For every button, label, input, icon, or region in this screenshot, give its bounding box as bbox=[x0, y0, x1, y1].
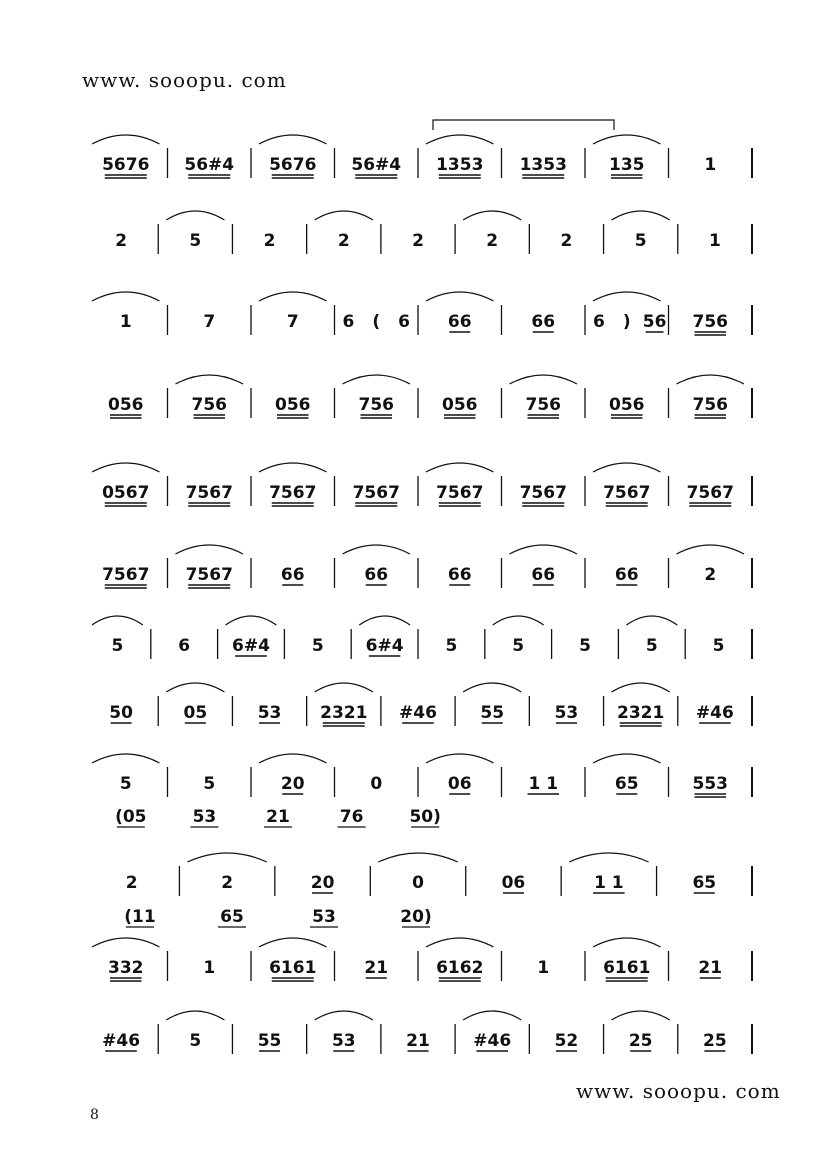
note-group: 25 bbox=[628, 1031, 653, 1051]
measure bbox=[426, 135, 502, 178]
score-system bbox=[102, 1011, 752, 1054]
lower-note-group: (11 bbox=[124, 907, 156, 927]
slur-mark bbox=[259, 463, 327, 472]
note-group: 66 bbox=[531, 565, 556, 585]
measure bbox=[92, 135, 168, 178]
slur-mark bbox=[92, 135, 160, 144]
note-group: 56#4 bbox=[184, 155, 235, 175]
note-group: 7567 bbox=[352, 483, 400, 503]
note-group: 1 bbox=[708, 231, 721, 251]
note-group: 2 bbox=[125, 873, 138, 893]
measure bbox=[426, 292, 502, 335]
note-group: 2321 bbox=[320, 703, 368, 723]
slur-mark bbox=[612, 1011, 670, 1020]
note-group: 65 bbox=[692, 873, 717, 893]
measure bbox=[92, 754, 168, 797]
slur-mark bbox=[343, 375, 411, 384]
slur-mark bbox=[259, 135, 327, 144]
measure bbox=[593, 292, 669, 335]
slur-mark bbox=[315, 683, 373, 692]
measure bbox=[406, 1024, 455, 1054]
note-group: 056 bbox=[108, 395, 144, 415]
measure bbox=[713, 629, 752, 659]
measure bbox=[184, 148, 251, 178]
note-group: ) bbox=[622, 312, 631, 332]
note-group: 5 bbox=[645, 636, 658, 656]
slur-mark bbox=[176, 545, 244, 554]
measure bbox=[92, 463, 168, 506]
measure bbox=[626, 616, 685, 659]
slur-mark bbox=[259, 938, 327, 947]
measure bbox=[176, 545, 252, 588]
measure bbox=[677, 375, 753, 418]
measure bbox=[92, 938, 168, 981]
lower-note-group: 65 bbox=[220, 907, 244, 927]
measure bbox=[612, 683, 678, 726]
measure bbox=[593, 938, 669, 981]
score-system bbox=[102, 545, 752, 588]
slur-mark bbox=[426, 135, 494, 144]
measure bbox=[351, 148, 418, 178]
measure bbox=[176, 375, 252, 418]
measure bbox=[203, 951, 251, 981]
measure bbox=[531, 305, 585, 335]
measure bbox=[612, 1011, 678, 1054]
measure bbox=[258, 696, 307, 726]
note-group: #46 bbox=[399, 703, 437, 723]
slur-mark bbox=[378, 853, 457, 862]
note-group: 66 bbox=[447, 565, 472, 585]
measure bbox=[166, 211, 232, 254]
measure bbox=[311, 866, 371, 896]
lower-note-group: 53 bbox=[312, 907, 336, 927]
measure bbox=[343, 545, 419, 588]
note-group: 21 bbox=[406, 1031, 430, 1051]
measure bbox=[102, 558, 167, 588]
measure bbox=[203, 767, 251, 797]
slur-mark bbox=[593, 463, 661, 472]
note-group: 06 bbox=[501, 873, 526, 893]
note-group: 53 bbox=[331, 1031, 356, 1051]
measure bbox=[92, 292, 168, 335]
lower-note-group: 21 bbox=[266, 807, 290, 827]
watermark-bottom: www. sooopu. com bbox=[576, 1079, 781, 1103]
measure bbox=[510, 545, 586, 588]
measure bbox=[537, 951, 585, 981]
score-system bbox=[92, 292, 752, 335]
note-group: 5 bbox=[111, 636, 124, 656]
note-group: 21 bbox=[364, 958, 389, 978]
note-group: 52 bbox=[554, 1031, 579, 1051]
measure bbox=[510, 375, 586, 418]
measure bbox=[102, 1024, 158, 1054]
note-group: 2 bbox=[704, 565, 717, 585]
measure bbox=[493, 616, 552, 659]
note-group: 6 bbox=[592, 312, 605, 332]
note-group: 56#4 bbox=[351, 155, 402, 175]
measure bbox=[109, 696, 158, 726]
note-group: 6161 bbox=[603, 958, 651, 978]
measure bbox=[569, 853, 656, 896]
slur-mark bbox=[463, 1011, 521, 1020]
measure bbox=[677, 545, 753, 588]
slur-mark bbox=[92, 292, 160, 301]
note-group: 756 bbox=[525, 395, 561, 415]
slur-mark bbox=[343, 545, 411, 554]
slur-mark bbox=[463, 211, 521, 220]
measure bbox=[426, 938, 502, 981]
note-group: 6#4 bbox=[232, 636, 270, 656]
slur-mark bbox=[463, 683, 521, 692]
note-group: 056 bbox=[609, 395, 645, 415]
measure bbox=[203, 305, 251, 335]
measure bbox=[593, 135, 669, 178]
note-group: 1353 bbox=[436, 155, 484, 175]
score-system bbox=[108, 375, 752, 418]
slur-mark bbox=[426, 754, 494, 763]
score-system bbox=[92, 616, 752, 659]
note-group: 25 bbox=[703, 1031, 727, 1051]
note-group: 05 bbox=[183, 703, 208, 723]
measure bbox=[370, 767, 418, 797]
note-group: #46 bbox=[473, 1031, 512, 1051]
note-group: 7567 bbox=[185, 565, 233, 585]
slur-mark bbox=[510, 375, 578, 384]
slur-mark bbox=[166, 1011, 224, 1020]
measure bbox=[378, 853, 465, 896]
note-group: 7 bbox=[203, 312, 216, 332]
slur-mark bbox=[426, 292, 494, 301]
measure bbox=[359, 616, 418, 659]
lower-note-group: 50) bbox=[409, 807, 441, 827]
measure bbox=[709, 224, 752, 254]
measure bbox=[561, 224, 604, 254]
note-group: 2321 bbox=[617, 703, 665, 723]
note-group: 2 bbox=[486, 231, 499, 251]
measure bbox=[448, 558, 502, 588]
measure bbox=[442, 388, 502, 418]
slur-mark bbox=[593, 754, 661, 763]
slur-mark bbox=[92, 463, 160, 472]
measure bbox=[445, 629, 484, 659]
note-group: 5676 bbox=[269, 155, 317, 175]
measure bbox=[593, 463, 669, 506]
note-group: 1353 bbox=[519, 155, 567, 175]
score-system bbox=[92, 463, 752, 506]
lower-note-group: (05 bbox=[115, 807, 147, 827]
slur-mark bbox=[593, 292, 661, 301]
note-group: 66 bbox=[531, 312, 556, 332]
note-group: 5 bbox=[189, 1031, 202, 1051]
note-group: 7567 bbox=[436, 483, 484, 503]
measure bbox=[612, 211, 678, 254]
slur-mark bbox=[187, 853, 266, 862]
slur-mark bbox=[92, 938, 160, 947]
note-group: 2 bbox=[263, 231, 276, 251]
note-group: 135 bbox=[609, 155, 645, 175]
note-group: 66 bbox=[447, 312, 472, 332]
measure bbox=[609, 388, 669, 418]
measure bbox=[693, 767, 753, 797]
note-group: 1 1 bbox=[528, 774, 559, 794]
note-group: 7567 bbox=[519, 483, 567, 503]
measure bbox=[275, 388, 335, 418]
slur-mark bbox=[493, 616, 544, 625]
note-group: 21 bbox=[698, 958, 723, 978]
note-group: 6 bbox=[398, 312, 411, 332]
measure bbox=[463, 683, 529, 726]
measure bbox=[528, 767, 586, 797]
note-group: 66 bbox=[364, 565, 389, 585]
measure bbox=[343, 375, 419, 418]
measure bbox=[615, 558, 669, 588]
note-group: 53 bbox=[554, 703, 579, 723]
slur-mark bbox=[92, 616, 143, 625]
note-group: ( bbox=[372, 312, 381, 332]
note-group: 756 bbox=[692, 395, 728, 415]
lower-note-group: 76 bbox=[339, 807, 364, 827]
note-group: 756 bbox=[191, 395, 227, 415]
slur-mark bbox=[612, 683, 670, 692]
slur-mark bbox=[226, 616, 277, 625]
note-group: 756 bbox=[358, 395, 394, 415]
score-system bbox=[109, 683, 752, 726]
note-group: 1 bbox=[704, 155, 717, 175]
note-group: #46 bbox=[102, 1031, 141, 1051]
note-group: 1 bbox=[119, 312, 132, 332]
slur-mark bbox=[612, 211, 670, 220]
score-system bbox=[92, 754, 752, 827]
slur-mark bbox=[677, 375, 745, 384]
measure bbox=[555, 696, 604, 726]
slur-mark bbox=[510, 545, 578, 554]
measure bbox=[426, 754, 502, 797]
measure bbox=[259, 938, 335, 981]
measure bbox=[264, 224, 307, 254]
note-group: 7567 bbox=[603, 483, 651, 503]
note-group: 056 bbox=[275, 395, 311, 415]
score-system bbox=[115, 211, 752, 254]
note-group: 5 bbox=[712, 636, 725, 656]
note-group: 1 bbox=[203, 958, 216, 978]
measure bbox=[687, 476, 752, 506]
note-group: 55 bbox=[257, 1031, 282, 1051]
measure bbox=[315, 683, 381, 726]
note-group: 5 bbox=[203, 774, 216, 794]
measure bbox=[463, 211, 529, 254]
measure bbox=[426, 463, 502, 506]
measure bbox=[698, 951, 752, 981]
page-number: 8 bbox=[90, 1107, 99, 1123]
measure bbox=[315, 1011, 381, 1054]
note-group: 20 bbox=[310, 873, 335, 893]
measure bbox=[520, 476, 585, 506]
measure bbox=[259, 754, 335, 797]
slur-mark bbox=[166, 211, 224, 220]
measure bbox=[502, 866, 562, 896]
note-group: 0567 bbox=[102, 483, 150, 503]
measure bbox=[258, 1024, 307, 1054]
note-group: 7 bbox=[286, 312, 299, 332]
measure bbox=[166, 683, 232, 726]
note-group: 5 bbox=[119, 774, 132, 794]
note-group: 66 bbox=[280, 565, 305, 585]
lower-note-group: 20) bbox=[400, 907, 432, 927]
measure bbox=[315, 211, 381, 254]
measure bbox=[593, 754, 669, 797]
note-group: 2 bbox=[412, 231, 424, 251]
note-group: 2 bbox=[115, 231, 128, 251]
note-group: 06 bbox=[447, 774, 472, 794]
measure bbox=[92, 616, 151, 659]
note-group: 6162 bbox=[436, 958, 484, 978]
measure bbox=[696, 696, 752, 726]
measure bbox=[353, 476, 418, 506]
note-group: 7567 bbox=[269, 483, 317, 503]
measure bbox=[555, 1024, 604, 1054]
note-group: 5 bbox=[512, 636, 525, 656]
measure bbox=[703, 1024, 752, 1054]
measure bbox=[399, 696, 455, 726]
score-system bbox=[124, 853, 752, 927]
note-group: 56 bbox=[642, 312, 667, 332]
measure bbox=[115, 224, 158, 254]
measure bbox=[704, 148, 752, 178]
measure bbox=[579, 629, 618, 659]
volta-bracket bbox=[433, 120, 614, 130]
watermark-top: www. sooopu. com bbox=[82, 68, 287, 92]
slur-mark bbox=[259, 292, 327, 301]
note-group: 2 bbox=[221, 873, 234, 893]
slur-mark bbox=[92, 754, 160, 763]
measure bbox=[108, 388, 168, 418]
slur-mark bbox=[315, 211, 373, 220]
note-group: 55 bbox=[480, 703, 505, 723]
slur-mark bbox=[359, 616, 410, 625]
note-group: 7567 bbox=[102, 565, 150, 585]
measure bbox=[692, 866, 752, 896]
note-group: 1 bbox=[537, 958, 550, 978]
note-group: 5 bbox=[311, 636, 324, 656]
slur-mark bbox=[315, 1011, 373, 1020]
note-group: 5 bbox=[634, 231, 647, 251]
measure bbox=[342, 305, 418, 335]
score-system bbox=[92, 135, 752, 178]
measure bbox=[463, 1011, 529, 1054]
note-group: 6 bbox=[342, 312, 355, 332]
measure bbox=[126, 866, 180, 896]
note-group: 7567 bbox=[686, 483, 734, 503]
slur-mark bbox=[593, 938, 661, 947]
measure bbox=[259, 463, 335, 506]
measure bbox=[187, 853, 274, 896]
note-group: 65 bbox=[614, 774, 639, 794]
note-group: 5 bbox=[579, 636, 591, 656]
slur-mark bbox=[626, 616, 677, 625]
note-group: 6 bbox=[178, 636, 191, 656]
slur-mark bbox=[166, 683, 224, 692]
note-group: 2 bbox=[337, 231, 350, 251]
score-system bbox=[92, 938, 752, 981]
slur-mark bbox=[569, 853, 648, 862]
note-group: #46 bbox=[695, 703, 734, 723]
note-group: 553 bbox=[692, 774, 728, 794]
note-group: 2 bbox=[560, 231, 573, 251]
measure bbox=[186, 476, 251, 506]
measure bbox=[259, 135, 335, 178]
measure bbox=[364, 951, 418, 981]
note-group: 66 bbox=[614, 565, 639, 585]
measure bbox=[259, 292, 335, 335]
measure bbox=[226, 616, 285, 659]
note-group: 756 bbox=[692, 312, 728, 332]
note-group: 1 1 bbox=[594, 873, 624, 893]
note-group: 50 bbox=[109, 703, 133, 723]
note-group: 6#4 bbox=[365, 636, 404, 656]
note-group: 332 bbox=[108, 958, 144, 978]
note-group: 0 bbox=[370, 774, 383, 794]
note-group: 20 bbox=[280, 774, 305, 794]
measure bbox=[166, 1011, 232, 1054]
slur-mark bbox=[426, 463, 494, 472]
measure bbox=[312, 629, 351, 659]
note-group: 5 bbox=[189, 231, 202, 251]
note-group: 5 bbox=[445, 636, 458, 656]
slur-mark bbox=[426, 938, 494, 947]
slur-mark bbox=[593, 135, 661, 144]
measure bbox=[281, 558, 335, 588]
note-group: 0 bbox=[412, 873, 424, 893]
measure bbox=[178, 629, 217, 659]
note-group: 056 bbox=[442, 395, 478, 415]
lower-note-group: 53 bbox=[192, 807, 217, 827]
note-group: 5676 bbox=[102, 155, 150, 175]
slur-mark bbox=[176, 375, 244, 384]
measure bbox=[520, 148, 585, 178]
note-group: 6161 bbox=[269, 958, 317, 978]
slur-mark bbox=[677, 545, 745, 554]
measure bbox=[693, 305, 753, 335]
measure bbox=[412, 224, 455, 254]
slur-mark bbox=[259, 754, 327, 763]
note-group: 7567 bbox=[185, 483, 233, 503]
note-group: 53 bbox=[257, 703, 282, 723]
